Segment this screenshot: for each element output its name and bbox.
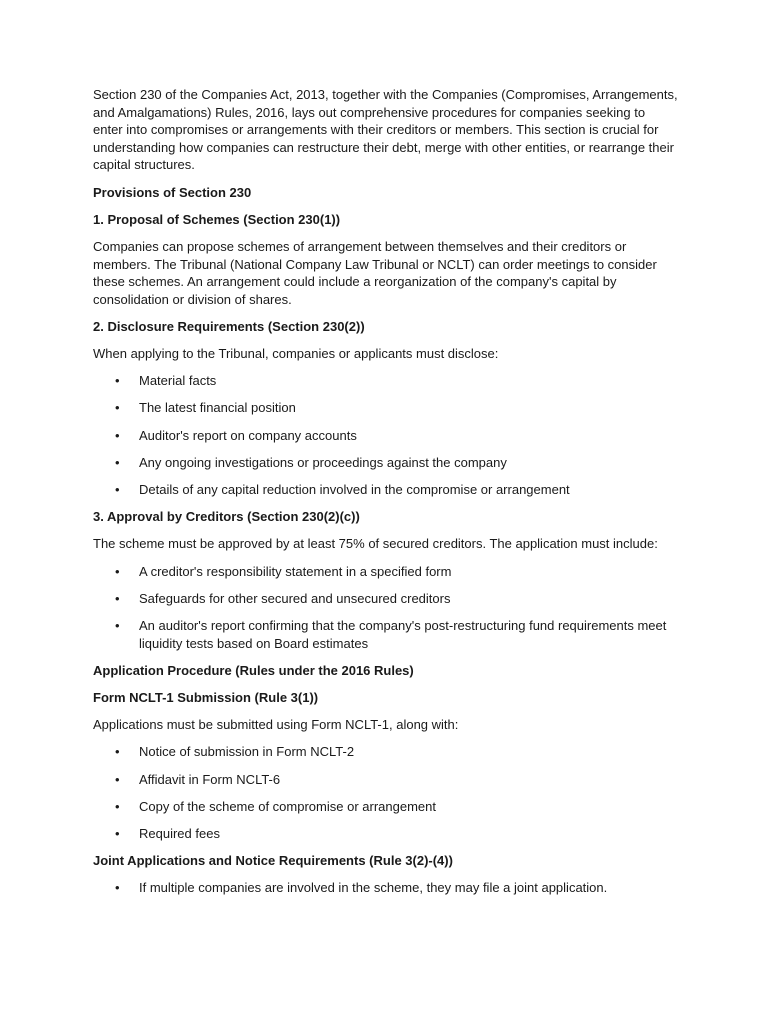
list-item	[93, 399, 678, 417]
list-item	[93, 798, 678, 816]
list-item	[93, 454, 678, 472]
bullet-icon: •	[115, 880, 120, 896]
list-item-text: Any ongoing investigations or proceedings against the company	[139, 454, 507, 470]
form-list	[93, 743, 678, 842]
bullet-icon: •	[115, 744, 120, 760]
disclosure-list	[93, 372, 678, 498]
list-item	[93, 372, 678, 390]
list-item	[93, 590, 678, 608]
bullet-icon: •	[115, 798, 120, 814]
bullet-icon: •	[115, 617, 120, 633]
list-item	[93, 617, 678, 652]
approval-intro: The scheme must be approved by at least 75% of secured creditors. The application must include:	[93, 536, 658, 552]
list-item	[93, 427, 678, 445]
list-item-text: If multiple companies are involved in the scheme, they may file a joint application.	[139, 880, 608, 896]
form-submission-heading: Form NCLT-1 Submission (Rule 3(1))	[93, 689, 319, 705]
form-intro: Applications must be submitted using Form NCLT-1, along with:	[93, 717, 459, 733]
list-item-text: Material facts	[139, 373, 217, 389]
list-item	[93, 771, 678, 789]
disclosure-heading: 2. Disclosure Requirements (Section 230(2))	[93, 318, 365, 334]
bullet-icon: •	[115, 427, 120, 443]
list-item-text: Notice of submission in Form NCLT-2	[139, 744, 355, 760]
bullet-icon: •	[115, 771, 120, 787]
list-item-text: The latest financial position	[139, 400, 296, 416]
bullet-icon: •	[115, 400, 120, 416]
list-item-text: Copy of the scheme of compromise or arrangement	[139, 798, 436, 814]
list-item-text: Required fees	[139, 825, 220, 841]
list-item-text: Auditor's report on company accounts	[139, 427, 357, 443]
list-item-text: An auditor's report confirming that the company's post-restructuring fund requirements meet liquidity tests based on Board estimates	[139, 617, 667, 651]
list-item-text: Affidavit in Form NCLT-6	[139, 771, 281, 787]
bullet-icon: •	[115, 454, 120, 470]
list-item	[93, 743, 678, 761]
intro-paragraph: Section 230 of the Companies Act, 2013, together with the Companies (Compromises, Arrangements, and Amalgamations) Rules, 2016, lays out comprehensive procedures for companies seeking to enter into compromises or arrangements with their creditors or members. This section is crucial for understanding how companies can restructure their debt, merge with other entities, or rearrange their capital structures.	[93, 87, 678, 173]
list-item	[93, 563, 678, 581]
list-item-text: Details of any capital reduction involved in the compromise or arrangement	[139, 482, 570, 498]
list-item-text: A creditor's responsibility statement in a specified form	[139, 563, 452, 579]
approval-list	[93, 563, 678, 653]
list-item	[93, 879, 678, 897]
proposal-paragraph: Companies can propose schemes of arrangement between themselves and their creditors or members. The Tribunal (National Company Law Tribunal or NCLT) can order meetings to consider these schemes. An arrangement could include a reorganization of the company's capital by consolidation or division of shares.	[93, 238, 657, 307]
bullet-icon: •	[115, 563, 120, 579]
application-procedure-heading: Application Procedure (Rules under the 2016 Rules)	[93, 662, 414, 678]
list-item-text: Safeguards for other secured and unsecured creditors	[139, 590, 451, 606]
bullet-icon: •	[115, 825, 120, 841]
proposal-heading: 1. Proposal of Schemes (Section 230(1))	[93, 211, 341, 227]
bullet-icon: •	[115, 590, 120, 606]
document-body	[93, 86, 678, 906]
joint-list	[93, 879, 678, 897]
list-item	[93, 481, 678, 499]
joint-applications-heading: Joint Applications and Notice Requirements (Rule 3(2)-(4))	[93, 853, 453, 869]
bullet-icon: •	[115, 482, 120, 498]
bullet-icon: •	[115, 373, 120, 389]
approval-heading: 3. Approval by Creditors (Section 230(2)(c))	[93, 509, 360, 525]
disclosure-intro: When applying to the Tribunal, companies or applicants must disclose:	[93, 346, 499, 362]
list-item	[93, 825, 678, 843]
provisions-heading: Provisions of Section 230	[93, 184, 252, 200]
